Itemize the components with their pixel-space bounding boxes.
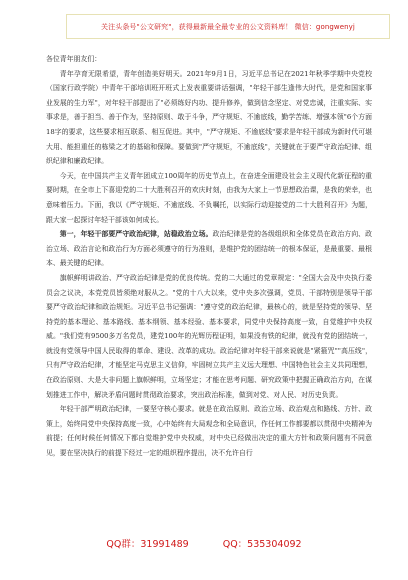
greeting: 各位青年朋友们：: [46, 55, 102, 63]
paragraph-5-text: 年轻干部严明政治纪律，一要坚守核心要求。就是在政治原则、政治立场、政治观点和路线、方针、政策上，始终同党中央保持高度一致，心中始终有大局观念和全局意识，作任何工作都要都以贯彻中央精神为前提；任何时候任何情况下都自觉维护党中央权威，对中央已经做出决定的重大方针和政策问题有不同意见，要在坚决执行的前提下经过一定的组织程序提出，决不允许自行: [46, 405, 372, 458]
paragraph-2-text: 今天，在中国共产主义青年团成立100周年的历史节点上，在奋进全面建设社会主义现代化新征程的重要时期，在全市上下喜迎党的二十大胜利召开的欢庆时刻，由我为大家上一节思想政治课，是我的荣幸，也意味着压力。下面，我以《严守规矩、不逾底线、不负嘱托，以实际行动迎接党的二十大胜利召开》为题，跟大家一起探讨年轻干部该如何成长。: [46, 171, 372, 224]
promo-banner: 关注头条号"公文研究"，获得最新最全最专业的公文资料库！ 微信：gongwenyj: [66, 14, 390, 39]
paragraph-2: [46, 169, 372, 227]
paragraph-3: [46, 227, 372, 271]
paragraph-5: [46, 402, 372, 460]
footer-qq-group: QQ群：31991489: [106, 539, 189, 550]
paragraph-3-lead: 第一，年轻干部要严守政治纪律，站稳政治立场。: [59, 230, 213, 239]
document-body: [46, 52, 372, 465]
paragraph-1-text: 青年孕育无限希望，青年创造美好明天。2021年9月1日，习近平总书记在2021年秋季学期中央党校（国家行政学院）中青年干部培训班开班式上发表重要讲话强调，"年轻干部生逢伟大时代，是党和国家事业发展的生力军"，对年轻干部提出了"必须练好内功、提升修养，做到信念坚定、对党忠诚，注重实际、实事求是，善于担当、善于作为，坚持原则、敢于斗争，严守规矩、不逾底线，勤学苦练、增强本领"6个方面18字的要求，这些要求相互联系、相互促进。其中，"严守规矩、不逾底线"要求是年轻干部成为新时代可堪大用、能担重任的栋梁之才的基础和保障。要做到"严守规矩，不逾底线"，关键就在于要严守政治纪律、组织纪律和廉政纪律。: [46, 69, 372, 166]
footer-contact: [0, 534, 408, 552]
paragraph-3-text: 政治纪律是党的各级组织和全体党员在政治方向、政治立场、政治言论和政治行为方面必须遵守的行为准则，是维护党的团结统一的根本保证，是最重要、最根本、最关键的纪律。: [46, 230, 372, 268]
paragraph-4: [46, 271, 372, 402]
paragraph-4-text: 旗帜鲜明讲政治、严守政治纪律是党的优良传统。党的二大通过的党章规定："全国大会及中央执行委员会之议决，本党党员皆须绝对服从之。"党的十八大以来，党中央多次强调，党员、干部特别是领导干部要严守政治纪律和政治规矩。习近平总书记强调："遵守党的政治纪律，最核心的，就是坚持党的领导、坚持党的基本理论、基本路线、基本纲领、基本经验、基本要求，同党中央保持高度一致，自觉维护中央权威。"我们党有9500多万名党员，建党100年的光辉历程证明，如果没有铁的纪律，就没有党的团结统一，就没有党领导中国人民取得的革命、建设、改革的成功。政治纪律对年轻干部来说就是"紧箍咒""高压线"，只有严守政治纪律，才能坚定马克思主义信仰，牢固树立共产主义远大理想、中国特色社会主义共同理想，在政治原则、大是大非问题上旗帜鲜明，立场坚定；才能在思考问题、研究政策中把握正确政治方向，在谋划推进工作中，解决矛盾问题时贯彻政治要求，突出政治标准，做到对党、对人民、对历史负责。: [46, 273, 372, 399]
footer-qq: QQ：535304092: [222, 539, 302, 550]
paragraph-1: [46, 67, 372, 169]
